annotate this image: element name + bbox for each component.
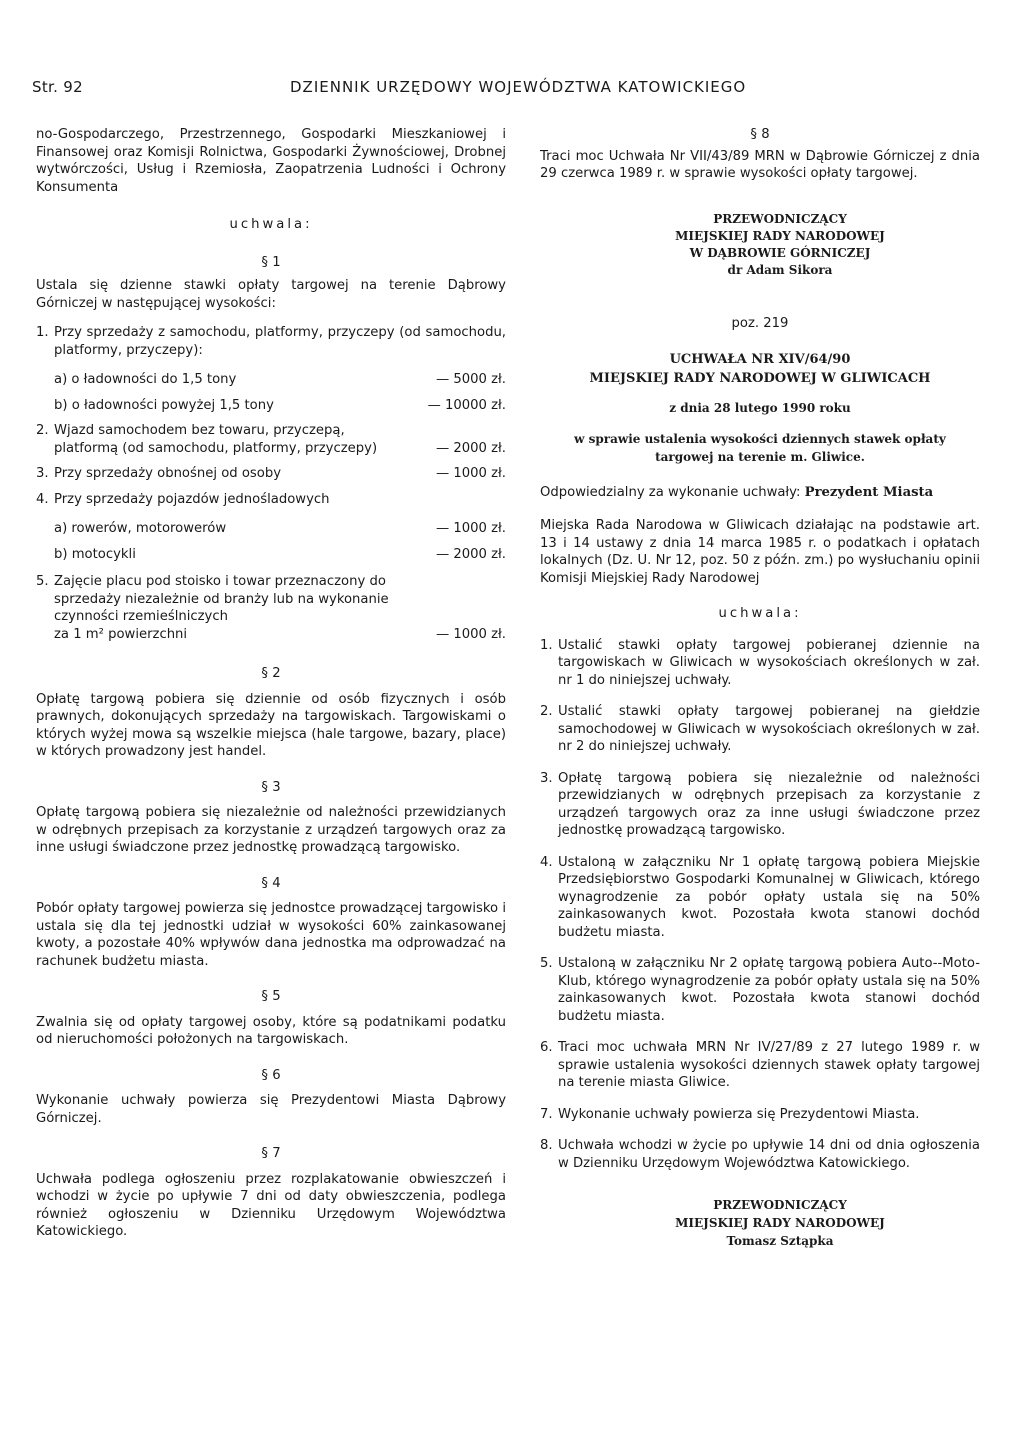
section-1-heading: § 1	[261, 254, 281, 270]
rate-amount: — 1000 zł.	[436, 521, 506, 536]
rate-label: b) motocykli	[54, 546, 136, 562]
rate-amount: — 2000 zł.	[436, 546, 506, 562]
resolution-subject: w sprawie ustalenia wysokości dziennych stawek opłaty targowej na terenie m. Gliwice.	[574, 431, 946, 464]
rate-amount: — 10000 zł.	[427, 397, 506, 413]
uchwala-heading: uchwala:	[718, 606, 802, 621]
item-number: 5.	[36, 574, 49, 589]
item-number: 2.	[36, 423, 49, 438]
section-1-text: Ustala się dzienne stawki opłaty targowej na terenie Dąbrowy Górniczej w następującej wysokości:	[36, 278, 506, 311]
rate-row	[36, 626, 506, 644]
item-text: Uchwała wchodzi w życie po upływie 14 dni od dnia ogłoszenia w Dzienniku Urzędowym Województwa Katowickiego.	[558, 1138, 980, 1171]
uchwala-heading: uchwala:	[229, 217, 313, 232]
section-2-heading: § 2	[261, 666, 281, 681]
rate-amount: — 1000 zł.	[436, 466, 506, 481]
rate-label: b) o ładowności powyżej 1,5 tony	[54, 397, 274, 413]
journal-title: DZIENNIK URZĘDOWY WOJEWÓDZTWA KATOWICKIEGO	[290, 78, 747, 96]
list-item	[540, 637, 980, 690]
item-text: Przy sprzedaży pojazdów jednośladowych	[54, 491, 330, 507]
item-text: Przy sprzedaży obnośnej od osoby	[54, 466, 282, 481]
section-8-heading: § 8	[750, 127, 770, 142]
item-number: 2.	[540, 704, 553, 719]
rate-amount: — 5000 zł.	[436, 372, 506, 387]
left-column	[36, 126, 506, 1241]
rate-label: platformą (od samochodu, platformy, przyczepy)	[54, 440, 378, 456]
section-4-heading: § 4	[261, 875, 281, 891]
item-text: Ustaloną w załączniku Nr 2 opłatę targową pobiera Auto--Moto-Klub, którego wynagrodzenie za pobór opłaty ustala się na 50% zainkasowanych kwot. Pozostała kwota stanowi dochód budżetu miasta.	[558, 956, 980, 1024]
section-8-text: Traci moc Uchwała Nr VII/43/89 MRN w Dąbrowie Górniczej z dnia 29 czerwca 1989 r. w sprawie wysokości opłaty targowej.	[540, 148, 980, 181]
list-item	[540, 703, 980, 756]
item-number: 1.	[36, 325, 49, 340]
preamble: Miejska Rada Narodowa w Gliwicach działając na podstawie art. 13 i 14 ustawy z dnia 14 marca 1985 r. o podatkach i opłatach lokalnych (Dz. U. Nr 12, poz. 50 z późn. zm.) po wysłuchaniu opinii Komisji Miejskiej Rady Narodowej	[540, 518, 980, 586]
rate-row	[36, 397, 506, 415]
item-text: Wjazd samochodem bez towaru, przyczepą,	[54, 423, 345, 438]
section-6-heading: § 6	[261, 1067, 281, 1083]
list-item	[540, 1137, 980, 1172]
responsible-label: Odpowiedzialny za wykonanie uchwały:	[540, 484, 801, 500]
rate-row	[36, 520, 506, 538]
resolution-items	[540, 637, 980, 1173]
responsible-line	[540, 484, 980, 502]
rate-amount: — 2000 zł.	[436, 440, 506, 456]
item-number: 3.	[540, 770, 553, 786]
section-2-text: Opłatę targową pobiera się dziennie od osób fizycznych i osób prawnych, dokonujących sprzedaży na targowiskach. Targowiskami o których wyżej mowa są wszelkie miejsca (hale targowe, bazary, place) w których prowadzony jest handel.	[36, 691, 506, 759]
responsible-name: Prezydent Miasta	[804, 484, 934, 500]
signature-block-2	[540, 1196, 980, 1250]
item-number: 4.	[540, 854, 553, 870]
item-3	[36, 465, 506, 483]
signature-council: MIEJSKIEJ RADY NARODOWEJ	[675, 1216, 885, 1230]
intro-paragraph: no-Gospodarczego, Przestrzennego, Gospodarki Mieszkaniowej i Finansowej oraz Komisji Rolnictwa, Gospodarki Żywnościowej, Drobnej wytwórczości, Usług i Rzemiosła, Zaopatrzenia Ludności i Ochrony Konsumenta	[36, 127, 506, 195]
list-item	[540, 770, 980, 840]
item-text: Ustalić stawki opłaty targowej pobieranej na giełdzie samochodowej w Gliwicach w wysokościach określonych w zał. nr 2 do niniejszej uchwały.	[558, 704, 980, 754]
item-text: Ustalić stawki opłaty targowej pobieranej dziennie na targowiskach w Gliwicach w wysokościach określonych w zał. nr 1 do niniejszej uchwały.	[558, 637, 980, 688]
item-number: 3.	[36, 466, 49, 481]
signature-name: dr Adam Sikora	[727, 262, 833, 277]
rate-row	[36, 546, 506, 564]
item-number: 6.	[540, 1040, 553, 1055]
rate-label: za 1 m² powierzchni	[54, 626, 188, 642]
signature-council: MIEJSKIEJ RADY NARODOWEJ	[675, 228, 885, 243]
item-text: Przy sprzedaży z samochodu, platformy, przyczepy (od samochodu, platformy, przyczepy):	[54, 325, 506, 358]
item-text: Traci moc uchwała MRN Nr IV/27/89 z 27 lutego 1989 r. w sprawie ustalenia wysokości dziennych stawek opłaty targowej na terenie miasta Gliwice.	[558, 1040, 980, 1090]
list-item	[540, 955, 980, 1025]
section-3-heading: § 3	[261, 779, 281, 795]
section-7-text: Uchwała podlega ogłoszeniu przez rozplakatowanie obwieszczeń i wchodzi w życie po upływie 7 dni od daty obwieszczenia, podlega również ogłoszeniu w Dzienniku Urzędowym Województwa Katowickiego.	[36, 1171, 506, 1239]
item-number: 4.	[36, 491, 49, 507]
resolution-title	[540, 350, 980, 388]
item-4	[36, 491, 506, 509]
signature-block-1	[540, 211, 980, 279]
resolution-number: UCHWAŁA NR XIV/64/90	[669, 352, 851, 367]
resolution-date: z dnia 28 lutego 1990 roku	[669, 401, 851, 415]
section-4-text: Pobór opłaty targowej powierza się jednostce prowadzącej targowisko i ustala się dla tej jednostki udział w wysokości 60% zainkasowanej kwoty, a pozostałe 40% wpływów dana jednostka ma odprowadzać na rachunek budżetu miasta.	[36, 901, 506, 969]
signature-role: PRZEWODNICZĄCY	[713, 1198, 847, 1212]
resolution-council: MIEJSKIEJ RADY NARODOWEJ W GLIWICACH	[589, 371, 931, 386]
section-5-heading: § 5	[261, 989, 281, 1004]
item-1	[36, 324, 506, 359]
signature-city: W DĄBROWIE GÓRNICZEJ	[689, 245, 871, 260]
rate-label: a) rowerów, motorowerów	[54, 521, 227, 536]
list-item	[540, 854, 980, 942]
signature-name: Tomasz Sztąpka	[726, 1234, 834, 1248]
item-number: 7.	[540, 1106, 553, 1122]
list-item	[540, 1106, 980, 1124]
item-5	[36, 573, 506, 626]
item-text: Opłatę targową pobiera się niezależnie od należności przewidzianych w odrębnych przepisach za korzystanie z urządzeń targowych oraz za inne usługi świadczone przez jednostkę prowadzącą targowisko.	[558, 770, 980, 838]
rate-row	[36, 371, 506, 389]
section-6-text: Wykonanie uchwały powierza się Prezydentowi Miasta Dąbrowy Górniczej.	[36, 1093, 506, 1126]
section-3-text: Opłatę targową pobiera się niezależnie od należności przewidzianych w odrębnych przepisach za korzystanie z urządzeń targowych oraz za inne usługi świadczone przez jednostkę prowadzącą targowisko.	[36, 805, 506, 855]
rate-row	[36, 440, 506, 458]
item-number: 8.	[540, 1138, 553, 1153]
signature-role: PRZEWODNICZĄCY	[713, 211, 847, 226]
section-5-text: Zwalnia się od opłaty targowej osoby, które są podatnikami podatku od nieruchomości położonych na targowiskach.	[36, 1014, 506, 1047]
item-text: Ustaloną w załączniku Nr 1 opłatę targową pobiera Miejskie Przedsiębiorstwo Gospodarki Komunalnej w Gliwicach, którego wynagrodzenie za pobór opłaty ustala się na 50% zainkasowanych kwot. Pozostała kwota stanowi dochód budżetu miasta.	[558, 854, 980, 940]
rate-amount: — 1000 zł.	[436, 626, 506, 642]
item-text: Wykonanie uchwały powierza się Prezydentowi Miasta.	[558, 1106, 920, 1122]
position-number: poz. 219	[731, 315, 789, 331]
item-2	[36, 422, 506, 440]
item-number: 1.	[540, 637, 553, 653]
list-item	[540, 1039, 980, 1092]
page-number: Str. 92	[32, 78, 83, 96]
item-text: Zajęcie placu pod stoisko i towar przeznaczony do sprzedaży niezależnie od branży lub na wykonanie czynności rzemieślniczych	[54, 574, 389, 624]
section-7-heading: § 7	[261, 1146, 281, 1161]
item-number: 5.	[540, 956, 553, 971]
rate-label: a) o ładowności do 1,5 tony	[54, 372, 237, 387]
right-column	[540, 126, 980, 1250]
